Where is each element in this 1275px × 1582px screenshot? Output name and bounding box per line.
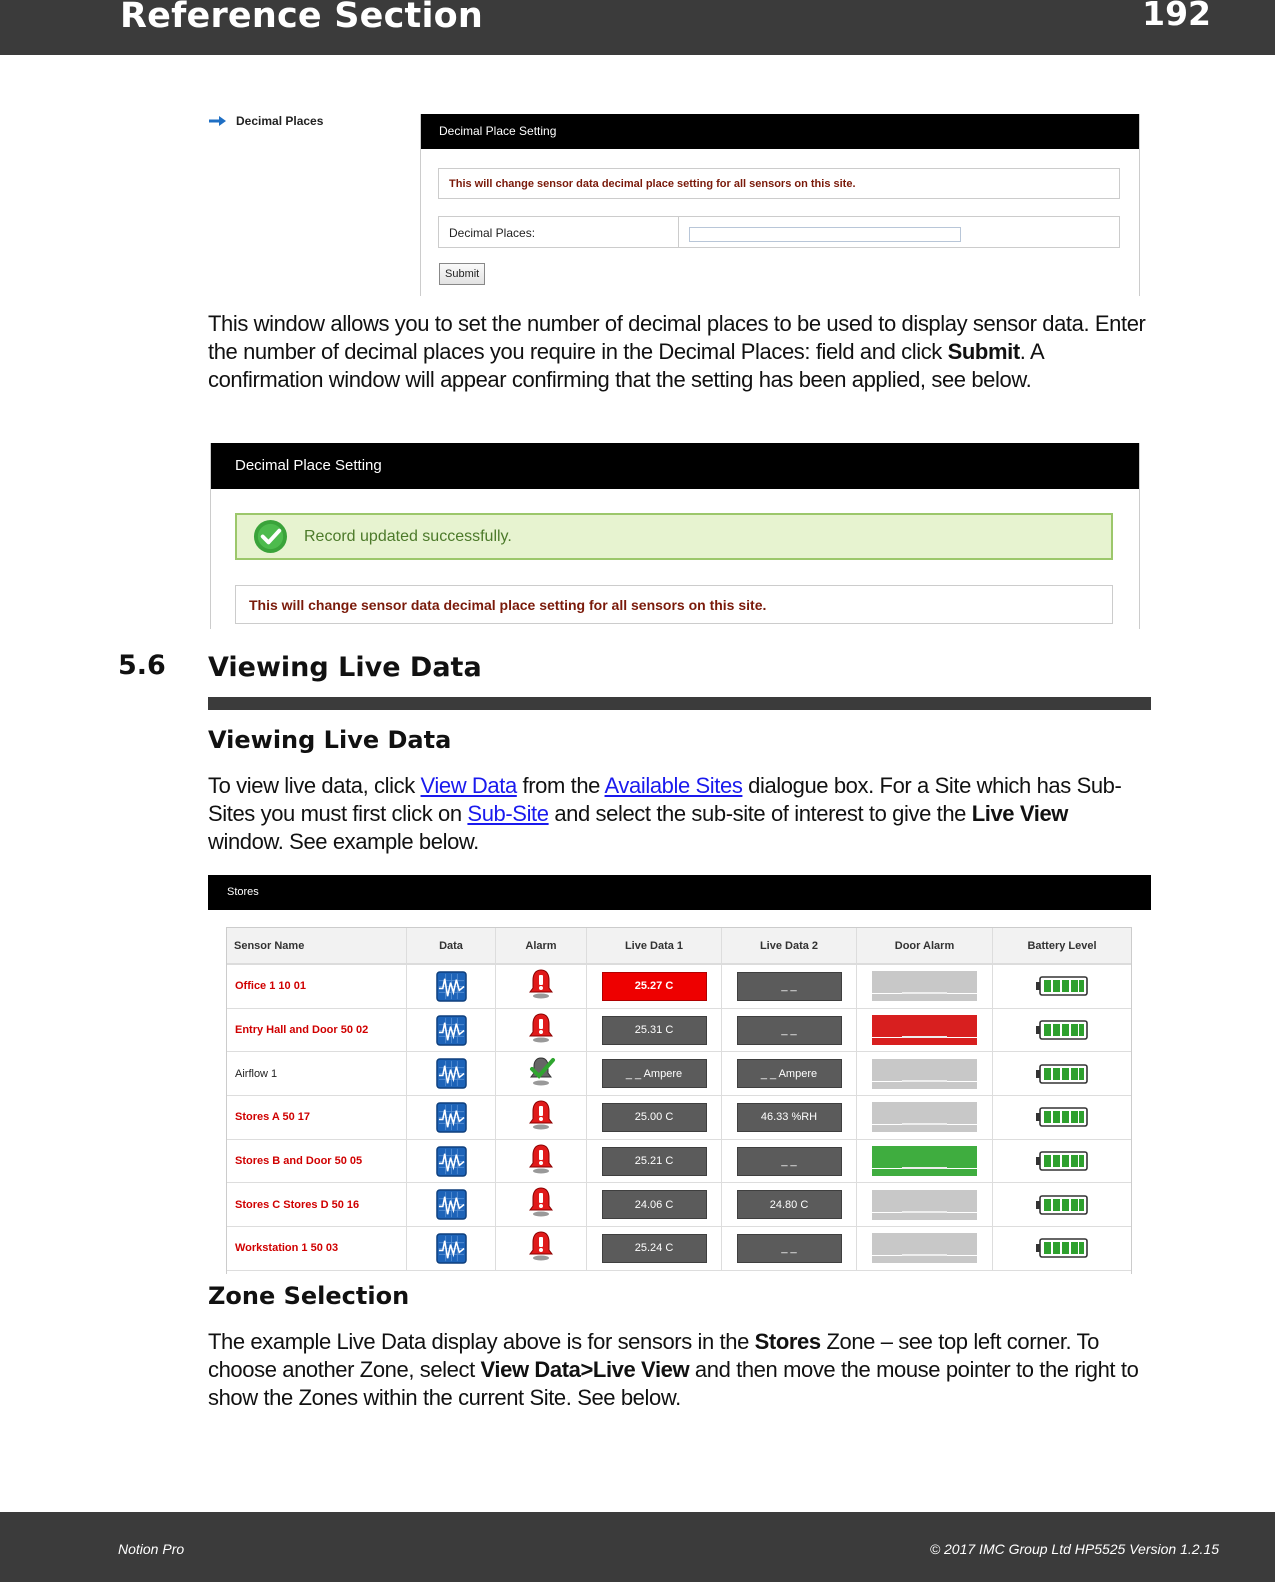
live-data-1-cell [587,1096,722,1139]
sub-site-link[interactable]: Sub-Site [467,801,549,826]
battery-cell [993,1227,1131,1270]
data-graph-icon[interactable] [436,1146,467,1177]
column-header: Door Alarm [857,928,993,963]
alarm-cell [496,1140,587,1183]
para3-bold-menu-path: View Data>Live View [480,1357,690,1382]
sensor-name[interactable]: Stores A 50 17 [235,1111,311,1124]
section-divider [208,697,1151,710]
nav-link-label: Decimal Places [236,114,324,128]
data-cell [407,1227,496,1270]
section-title: Viewing Live Data [208,652,482,683]
paragraph-live-data [208,772,1148,856]
door-alarm-cell [857,1227,993,1270]
page-footer [0,1512,1275,1582]
door-alarm-indicator [872,1102,977,1132]
sensor-name-cell[interactable] [227,1140,407,1183]
data-graph-icon[interactable] [436,1189,467,1220]
data-graph-icon[interactable] [436,1102,467,1133]
alarm-cell [496,1183,587,1226]
table-row [227,965,1131,1009]
battery-full-icon [1036,1064,1088,1084]
column-header: Live Data 2 [722,928,857,963]
door-alarm-cell [857,1096,993,1139]
live-data-2-value: 46.33 %RH [737,1103,842,1132]
alarm-cell [496,1052,587,1095]
confirmation-notice: This will change sensor data decimal place setting for all sensors on this site. [235,585,1113,624]
para1-text: This window allows you to set the number of decimal places to be used to display sensor data. Enter the number of decimal places you require in the Decimal Places: field and click [208,311,1146,364]
live-data-1-cell [587,1052,722,1095]
para1-bold-submit: Submit [947,339,1020,364]
sensor-name[interactable]: Office 1 10 01 [235,980,306,993]
page-number: 192 [1142,0,1211,33]
sensor-name-cell[interactable] [227,1096,407,1139]
live-data-2-cell [722,1227,857,1270]
live-view-zone-title: Stores [208,875,1151,910]
live-data-1-value: _ _ Ampere [602,1059,707,1088]
live-data-2-cell [722,1096,857,1139]
data-cell [407,1096,496,1139]
table-header [227,928,1131,965]
column-header: Alarm [496,928,587,963]
sensor-name[interactable]: Stores C Stores D 50 16 [235,1198,360,1211]
para3-text-3: and then move the mouse pointer to the right to show the Zones within the current Site. See below. [208,1357,1139,1410]
success-message: Record updated successfully. [304,527,512,545]
battery-cell [993,1009,1131,1052]
sensor-name-cell[interactable] [227,1052,407,1095]
data-graph-icon[interactable] [436,1058,467,1089]
door-alarm-cell [857,1140,993,1183]
battery-full-icon [1036,1107,1088,1127]
live-data-1-value: 25.31 C [602,1016,707,1045]
battery-cell [993,1052,1131,1095]
arrow-right-icon [208,115,228,127]
alarm-bell-icon[interactable] [526,1143,556,1175]
live-data-2-value: 24.80 C [737,1190,842,1219]
confirmation-dialog-title: Decimal Place Setting [211,443,1139,489]
live-data-2-cell [722,1009,857,1052]
door-alarm-indicator [872,1015,977,1045]
subheading-zone-selection: Zone Selection [208,1282,410,1310]
alarm-ok-icon[interactable] [526,1055,556,1087]
table-row [227,1096,1131,1140]
table-row [227,1009,1131,1053]
battery-cell [993,1140,1131,1183]
battery-cell [993,965,1131,1008]
data-cell [407,1052,496,1095]
live-data-1-value: 25.21 C [602,1147,707,1176]
battery-full-icon [1036,1151,1088,1171]
para2-bold-live-view: Live View [971,801,1068,826]
battery-full-icon [1036,1195,1088,1215]
live-data-2-value: _ _ [737,1147,842,1176]
para2-text-2: from the [516,773,605,798]
sensor-name-cell[interactable] [227,1227,407,1270]
data-cell [407,1009,496,1052]
live-data-2-cell [722,1052,857,1095]
data-graph-icon[interactable] [436,971,467,1002]
column-header: Battery Level [1027,939,1097,952]
live-data-1-value: 24.06 C [602,1190,707,1219]
sensor-name[interactable]: Workstation 1 50 03 [235,1242,339,1255]
column-header: Live Data 1 [587,928,722,963]
door-alarm-indicator [872,1190,977,1220]
live-data-2-value: _ _ [737,1234,842,1263]
footer-copyright: © 2017 IMC Group Ltd HP5525 Version 1.2.15 [929,1541,1219,1557]
table-row [227,1183,1131,1227]
page-header [0,0,1275,55]
paragraph-zone-selection [208,1328,1148,1412]
live-data-1-value: 25.24 C [602,1234,707,1263]
sensor-name[interactable]: Entry Hall and Door 50 02 [235,1024,369,1037]
sensor-name-cell[interactable] [227,1183,407,1226]
data-cell [407,965,496,1008]
footer-product-name: Notion Pro [118,1541,185,1557]
live-data-1-cell [587,1009,722,1052]
para3-text-1: The example Live Data display above is for sensors in the [208,1329,755,1354]
dialog-notice: This will change sensor data decimal place setting for all sensors on this site. [438,168,1120,199]
decimal-places-input[interactable] [689,227,961,242]
dialog-title: Decimal Place Setting [421,114,1139,149]
live-data-1-cell [587,1140,722,1183]
alarm-bell-icon[interactable] [526,968,556,1000]
confirmation-dialog [210,443,1140,629]
live-data-2-value: _ _ [737,972,842,1001]
para3-bold-stores: Stores [754,1329,821,1354]
data-cell [407,1183,496,1226]
page-header-title: Reference Section [120,0,484,36]
alarm-bell-icon[interactable] [526,1099,556,1131]
data-graph-icon[interactable] [436,1233,467,1264]
live-data-1-value: 25.00 C [602,1103,707,1132]
para2-text-1: To view live data, click [208,773,421,798]
live-data-2-cell [722,965,857,1008]
submit-button[interactable]: Submit [439,263,485,285]
para3-text-2: Zone – see top left corner. To choose another Zone, select [208,1329,1099,1382]
table-body [227,965,1131,1271]
sensor-name[interactable]: Stores B and Door 50 05 [235,1155,363,1168]
decimal-place-dialog [420,114,1140,296]
subheading-viewing-live-data: Viewing Live Data [208,726,452,754]
table-row [227,1052,1131,1096]
door-alarm-indicator [872,971,977,1001]
alarm-cell [496,965,587,1008]
alarm-cell [496,1096,587,1139]
battery-full-icon [1036,1238,1088,1258]
sensor-name-cell[interactable] [227,965,407,1008]
door-alarm-indicator [872,1233,977,1263]
data-cell [407,1140,496,1183]
section-number: 5.6 [118,650,166,681]
live-data-1-value: 25.27 C [602,972,707,1001]
battery-full-icon [1036,976,1088,996]
door-alarm-cell [857,965,993,1008]
table-row [227,1227,1131,1271]
column-header: Sensor Name [227,928,407,963]
check-circle-icon [253,519,288,554]
decimal-places-nav-link[interactable] [208,114,323,128]
live-data-2-cell [722,1183,857,1226]
alarm-bell-icon[interactable] [526,1230,556,1262]
live-data-table [226,927,1132,1274]
live-data-1-cell [587,1227,722,1270]
door-alarm-indicator [872,1146,977,1176]
decimal-places-row [438,216,1120,248]
battery-full-icon [1036,1020,1088,1040]
column-header: Data [407,928,496,963]
live-data-2-value: _ _ Ampere [737,1059,842,1088]
live-data-2-cell [722,1140,857,1183]
data-graph-icon[interactable] [436,1015,467,1046]
available-sites-link[interactable]: Available Sites [604,773,743,798]
live-data-1-cell [587,1183,722,1226]
live-data-1-cell [587,965,722,1008]
para1-text-end: . A confirmation window will appear confirming that the setting has been applied, see below. [208,339,1044,392]
live-data-2-value: _ _ [737,1016,842,1045]
battery-cell [993,1096,1131,1139]
decimal-places-field-cell [679,217,1119,247]
door-alarm-cell [857,1183,993,1226]
alarm-bell-icon[interactable] [526,1012,556,1044]
para2-text-4: and select the sub-site of interest to give the [548,801,972,826]
alarm-cell [496,1227,587,1270]
view-data-link[interactable]: View Data [420,773,517,798]
decimal-places-label: Decimal Places: [439,217,679,247]
para2-text-3: dialogue box. For a Site which has Sub-Sites you must first click on [208,773,1122,826]
door-alarm-cell [857,1052,993,1095]
alarm-cell [496,1009,587,1052]
success-message-box [235,513,1113,560]
table-row [227,1140,1131,1184]
para2-text-5: window. See example below. [208,829,479,854]
paragraph-decimal-places [208,310,1148,394]
door-alarm-indicator [872,1059,977,1089]
battery-cell [993,1183,1131,1226]
door-alarm-cell [857,1009,993,1052]
sensor-name[interactable]: Airflow 1 [235,1067,278,1080]
sensor-name-cell[interactable] [227,1009,407,1052]
alarm-bell-icon[interactable] [526,1186,556,1218]
